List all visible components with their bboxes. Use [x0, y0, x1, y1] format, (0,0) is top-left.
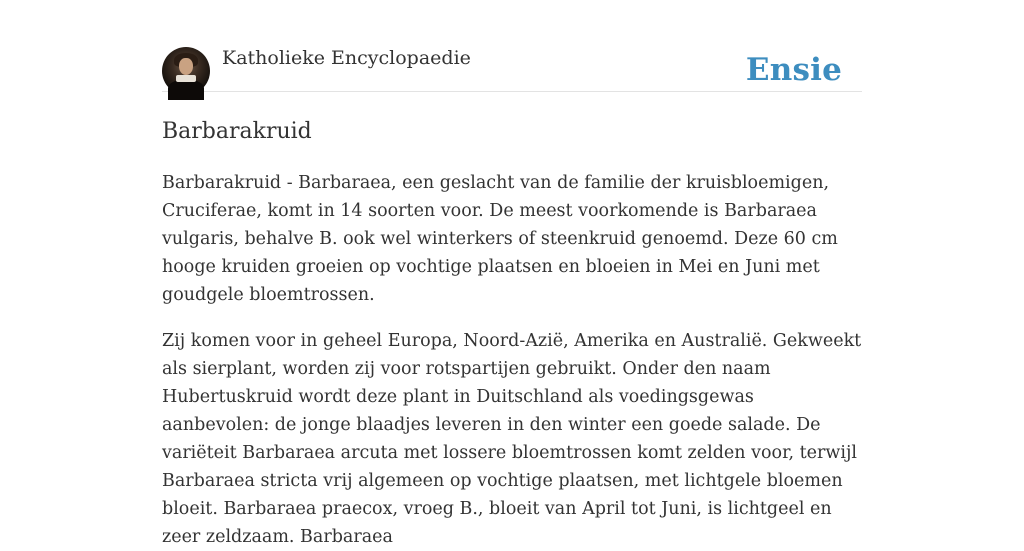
article-paragraph-2: Zij komen voor in geheel Europa, Noord-Azië, Amerika en Australië. Gekweekt als sierplant, worden zij voor rotspartijen gebruikt. Onder den naam Hubertuskruid wordt deze plant in Duitschland als voedingsgewas aanbevolen: de jonge blaadjes leveren in den winter een goede salade. De variëteit Barbaraea arcuta met lossere bloemtrossen komt zelden voor, terwijl Barbaraea stricta vrij algemeen op vochtige plaatsen, met lichtgele bloemen bloeit. Barbaraea praecox, vroeg B., bloeit van April tot Juni, is lichtgeel en zeer zeldzaam. Barbaraea	[162, 331, 862, 547]
site-header	[162, 0, 862, 92]
ensie-logo[interactable]: Ensie	[745, 52, 842, 88]
site-title[interactable]: Katholieke Encyclopaedie	[222, 47, 471, 69]
portrait-avatar-icon[interactable]	[162, 47, 210, 95]
article-title: Barbarakruid	[162, 119, 312, 144]
page	[162, 0, 862, 547]
article-paragraph-1: Barbarakruid - Barbaraea, een geslacht van de familie der kruisbloemigen, Cruciferae, komt in 14 soorten voor. De meest voorkomende is Barbaraea vulgaris, behalve B. ook wel winterkers of steenkruid genoemd. Deze 60 cm hooge kruiden groeien op vochtige plaatsen en bloeien in Mei en Juni met goudgele bloemtrossen.	[162, 173, 838, 305]
